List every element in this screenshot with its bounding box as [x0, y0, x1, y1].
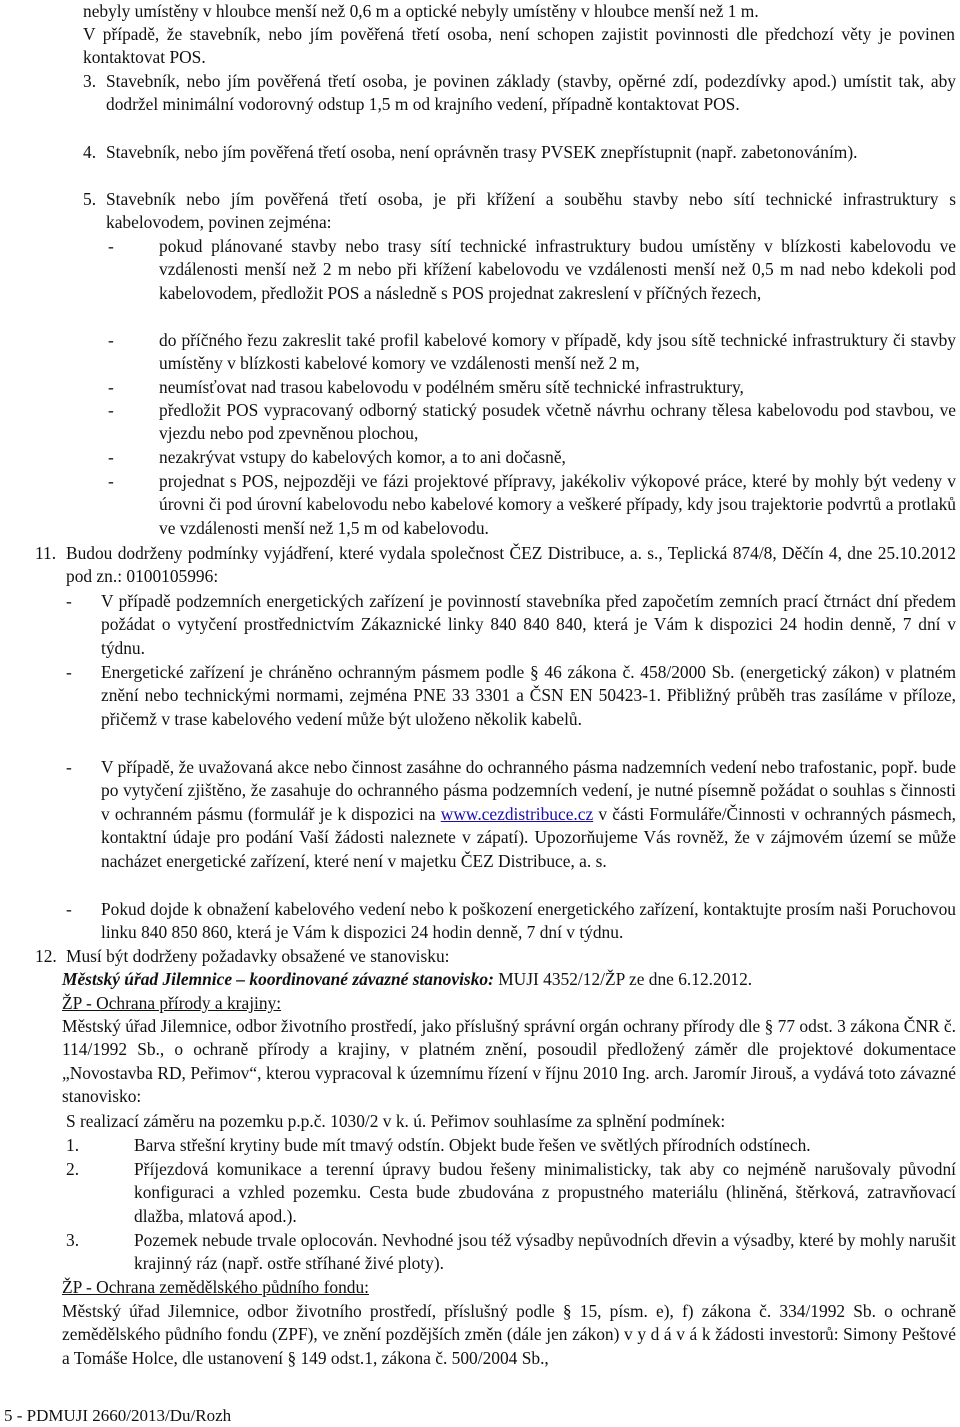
- item-5-dash-3: -: [108, 377, 114, 397]
- section-nature-text: Městský úřad Jilemnice, odbor životního prostředí, jako příslušný správní orgán ochrany přírody dle § 77 odst. 3 zákona ČNR č. 114/1992 Sb., o ochraně přírody a krajiny, v platném znění, posoudil předložený záměr dle projektové dokumentace „Novostavba RD, Peřimov“, kterou vypracoval k územnímu řízení v říjnu 2010 Ing. arch. Jaromír Jirouš, a vydává toto závazné stanovisko:: [62, 1016, 956, 1107]
- cez-website-link[interactable]: www.cezdistribuce.cz: [440, 803, 594, 824]
- item-11-bullet-3-pre: V případě, že uvažovaná akce nebo činnost zasáhne do ochranného pásma nadzemních vedení nebo trafostanic, popř. bude po vytyčení zjištěno, že zasahuje do ochranného pásma podzemních vedení, je nutné písemně požádat o souhlas s činnosti v ochranném pásmu (formulář je k dispozici na: [101, 757, 956, 824]
- item-5-dash-4: -: [108, 400, 114, 420]
- item-11-dash-4: -: [66, 899, 72, 919]
- condition-3-text: Pozemek nebude trvale oplocován. Nevhodné jsou též výsadby nepůvodních dřevin a výsadby, které by mohly narušit krajinný ráz (např. ostře stříhané živé ploty).: [134, 1230, 956, 1274]
- item-11-bullet-4: Pokud dojde k obnažení kabelového vedení nebo k poškození energetického zařízení, kontaktujte prosím naši Poruchovou linku 840 850 860, která je Vám k dispozici 24 hodin denně, 7 dní v týdnu.: [101, 899, 956, 943]
- item-12-lead: [62, 968, 956, 991]
- item-5-bullet-5: nezakrývat vstupy do kabelových komor, a to ani dočasně,: [159, 447, 566, 467]
- item-11-bullet-2: Energetické zařízení je chráněno ochranným pásmem podle § 46 zákona č. 458/2000 Sb. (energetický zákon) v platném znění nebo technickými normami, zejména PNE 33 3301 a ČSN EN 50423-1. Přibližný průběh tras zasíláme v příloze, přičemž v trase kabelového vedení může být uloženo několik kabelů.: [101, 662, 956, 729]
- item-11-dash-3: -: [66, 757, 72, 777]
- item-5-bullet-4: předložit POS vypracovaný odborný statický posudek včetně návrhu ochrany tělesa kabelovodu pod stavbou, ve vjezdu nebo pod zpevněnou plochou,: [159, 400, 956, 444]
- condition-2-number: 2.: [66, 1159, 80, 1179]
- item-3-number: 3.: [83, 71, 97, 91]
- item-5-bullet-6: projednat s POS, nejpozději ve fázi projektové přípravy, jakékoliv výkopové práce, které by mohly být vedeny v úrovni či pod úrovní kabelovodu nebo kabelové komory a veškeré případy, kdy jsou trajektorie podvrtů a protlaků ve vzdálenosti menší než 1,5 m od kabelovodu.: [159, 471, 956, 538]
- item-12-lead-bold: Městský úřad Jilemnice – koordinované závazné stanovisko:: [62, 969, 494, 989]
- item-11-number: 11.: [35, 543, 57, 563]
- item-5-bullet-3: neumísťovat nad trasou kabelovodu v podélném směru sítě technické infrastruktury,: [159, 377, 744, 397]
- section-zpf-title: ŽP - Ochrana zemědělského půdního fondu:: [62, 1277, 369, 1297]
- item-12-number: 12.: [35, 946, 57, 966]
- item-12-lead-rest: MUJI 4352/12/ŽP ze dne 6.12.2012.: [493, 969, 753, 989]
- condition-1-text: Barva střešní krytiny bude mít tmavý odstín. Objekt bude řešen ve světlých přírodních odstínech.: [134, 1135, 811, 1155]
- top-line-1: nebyly umístěny v hloubce menší než 0,6 m a optické nebyly umístěny v hloubce menší než 1 m.: [83, 1, 759, 21]
- item-3-text: Stavebník, nebo jím pověřená třetí osoba, je povinen základy (stavby, opěrné zdí, podezdívky apod.) umístit tak, aby dodržel minimální vodorovný odstup 1,5 m od krajního vedení, případně kontaktovat POS.: [106, 71, 956, 115]
- condition-3-number: 3.: [66, 1230, 80, 1250]
- item-11-bullet-1: V případě podzemních energetických zařízení je povinností stavebníka před započetím zemních prací čtrnáct dní předem požádat o vytyčení prostřednictvím Zákaznické linky 840 840 840, která je Vám k dispozici 24 hodin denně, 7 dní v týdnu.: [101, 591, 956, 658]
- item-4-number: 4.: [83, 142, 97, 162]
- item-5-dash-2: -: [108, 330, 114, 350]
- item-5-text: Stavebník nebo jím pověřená třetí osoba, je při křížení a souběhu stavby nebo sítí technické infrastruktury s kabelovodem, povinen zejména:: [106, 189, 956, 233]
- item-11-bullet-3-post: v části Formuláře/Činnosti v ochranných pásmech, kontaktní údaje pro podání Vaší žádosti naleznete v zápatí). Upozorňujeme Vás rovněž, že v zájmovém území se může nacházet energetické zařízení, které není v majetku ČEZ Distribuce, a. s.: [101, 803, 956, 871]
- item-5-bullet-1: pokud plánované stavby nebo trasy sítí technické infrastruktury budou umístěny v blízkosti kabelovodu ve vzdálenosti menší než 2 m nebo při křížení kabelovodu ve vzdálenosti menší než 0,5 m nad nebo kdekoli pod kabelovodem, předložit POS a následně s POS projednat zakreslení v příčných řezech,: [159, 236, 956, 303]
- condition-1-number: 1.: [66, 1135, 80, 1155]
- item-5-dash-5: -: [108, 447, 114, 467]
- item-4-text: Stavebník, nebo jím pověřená třetí osoba, není oprávněn trasy PVSEK znepřístupnit (např. zabetonováním).: [106, 142, 858, 162]
- item-11-dash-2: -: [66, 662, 72, 682]
- section-zpf-text: Městský úřad Jilemnice, odbor životního prostředí, příslušný podle § 15, písm. e), f) zákona č. 334/1992 Sb. o ochraně zemědělského půdního fondu (ZPF), ve znění pozdějších změn (dále jen zákon) v y d á v á k žádosti investorů: Simony Peštové a Tomáše Holce, dle ustanovení § 149 odst.1, zákona č. 500/2004 Sb.,: [62, 1301, 956, 1368]
- page-footer: 5 - PDMUJI 2660/2013/Du/Rozh: [4, 1406, 232, 1425]
- section-nature-title: ŽP - Ochrana přírody a krajiny:: [62, 993, 282, 1013]
- condition-2-text: Příjezdová komunikace a terenní úpravy budou řešeny minimalisticky, tak aby co nejméně narušovaly původní konfiguraci a vzhled pozemku. Cesta bude zbudována z propustného materiálu (hliněná, štěrková, zatravňovací dlažba, mlatová apod.).: [134, 1159, 956, 1226]
- item-5-number: 5.: [83, 189, 97, 209]
- item-5-bullet-2: do příčného řezu zakreslit také profil kabelové komory v případě, kdy jsou sítě technické infrastruktury či stavby umístěny v blízkosti kabelové komory ve vzdálenosti menší než 2 m,: [159, 330, 956, 374]
- item-11-dash-1: -: [66, 591, 72, 611]
- section-nature-conditions-intro: S realizací záměru na pozemku p.p.č. 1030/2 v k. ú. Peřimov souhlasíme za splnění podmínek:: [66, 1111, 726, 1131]
- item-5-dash-1: -: [108, 236, 114, 256]
- item-11-text: Budou dodrženy podmínky vyjádření, které vydala společnost ČEZ Distribuce, a. s., Teplická 874/8, Děčín 4, dne 25.10.2012 pod zn.: 0100105996:: [66, 543, 956, 587]
- item-5-dash-6: -: [108, 471, 114, 491]
- item-11-bullet-3: [101, 756, 956, 873]
- item-12-text: Musí být dodrženy požadavky obsažené ve stanovisku:: [66, 946, 450, 966]
- top-paragraph: V případě, že stavebník, nebo jím pověřená třetí osoba, není schopen zajistit povinnosti dle předchozí věty je povinen kontaktovat POS.: [83, 24, 955, 68]
